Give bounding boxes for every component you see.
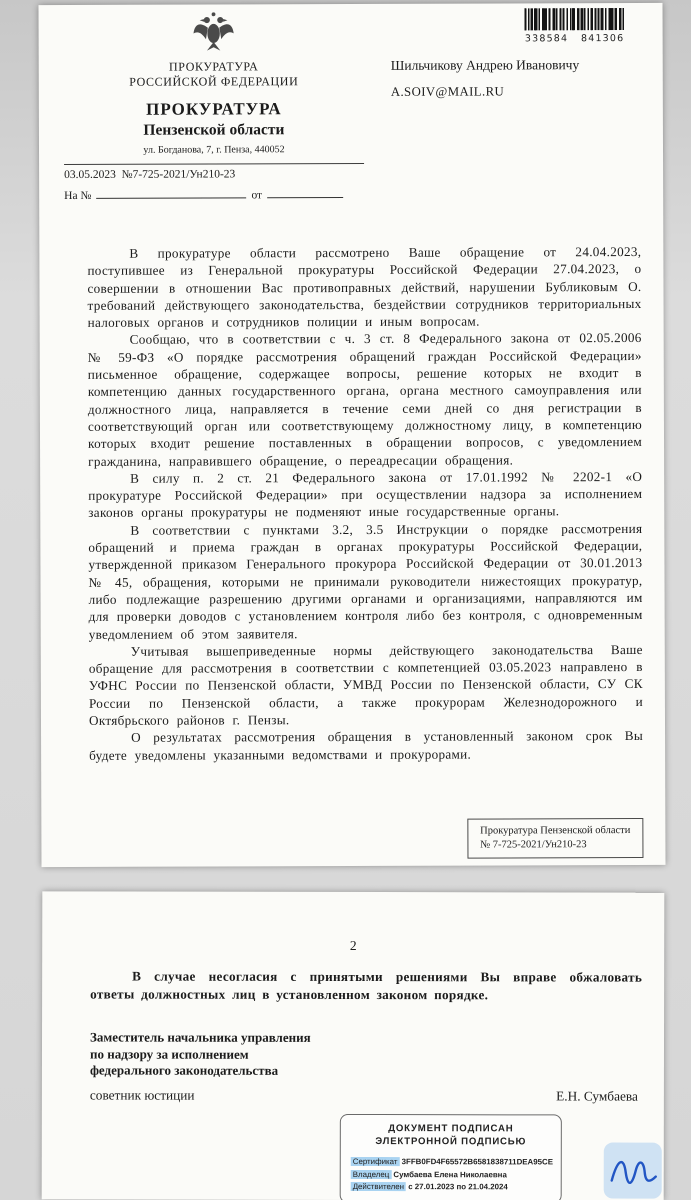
ref-blank-number — [96, 187, 246, 199]
barcode-block — [525, 8, 625, 44]
signer-title-line1: Заместитель начальника управления — [90, 1029, 311, 1045]
coat-of-arms-icon — [192, 10, 236, 54]
letter-body — [87, 243, 643, 764]
esign-title-line1: ДОКУМЕНТ ПОДПИСАН — [388, 1123, 514, 1135]
barcode-number: 338584 841306 — [524, 33, 625, 45]
signer-title-block — [90, 1029, 311, 1079]
signer-title-line3: федерального законодательства — [89, 1062, 279, 1078]
reference-line — [64, 187, 364, 202]
signer-title-line2: по надзору за исполнением — [89, 1045, 249, 1062]
esign-owner-value: Сумбаева Елена Николаевна — [393, 1169, 507, 1179]
ref-from-label: от — [251, 189, 263, 202]
esign-validity-label: Действителен — [352, 1181, 405, 1192]
addressee-name: Шильчикову Андрею Ивановичу — [390, 57, 580, 73]
esign-validity-value: с 27.01.2023 по 21.04.2024 — [408, 1182, 508, 1192]
esign-title — [351, 1122, 551, 1148]
letter-body-continued — [90, 967, 642, 1003]
stamp-org-line: Прокуратура Пензенской области — [480, 825, 631, 837]
org-name-federal-line2: РОССИЙСКОЙ ФЕДЕРАЦИИ — [129, 74, 299, 89]
ref-label: На № — [64, 189, 92, 203]
electronic-signature-stamp — [340, 1114, 562, 1200]
org-address: ул. Богданова, 7, г. Пенза, 440052 — [143, 144, 285, 156]
stamp-number-line: № 7-725-2021/Ун210-23 — [480, 839, 587, 851]
letterhead-divider — [64, 163, 364, 165]
org-name-federal-line1: ПРОКУРАТУРА — [168, 59, 259, 74]
paragraph-7: В случае несогласия с принятыми решениями Вы вправе обжаловать ответы должностных лиц в установленном законом порядке. — [90, 968, 643, 1002]
esign-validity-row — [351, 1181, 551, 1194]
document-page-2 — [42, 891, 665, 1200]
esign-certificate-value: 3FFB0FD4F65572B6581838711DEA95CE — [401, 1157, 553, 1167]
org-name-regional-line1: ПРОКУРАТУРА — [146, 99, 282, 119]
page-number: 2 — [349, 937, 357, 954]
signature-row — [90, 1087, 638, 1104]
ref-blank-date — [267, 187, 343, 198]
paragraph-2: Сообщаю, что в соответствии с ч. 3 ст. 8 Федерального закона от 02.05.2006 № 59-ФЗ «О порядке рассмотрения обращений граждан Российской Федерации» письменное обращение, содержащее вопросы, решение которых не входит в компетенцию данных государственного органа, органа местного самоуправления или должностного лица, направляется в течение семи дней со дня регистрации в соответствующий орган или соответствующему должностному лицу, в компетенцию которых входит решение поставленных в обращении вопросов, с уведомлением гражданина, направившего обращение, о переадресации обращения. — [87, 330, 643, 469]
esign-certificate-row — [351, 1156, 551, 1169]
registration-stamp — [467, 818, 643, 859]
paragraph-1: В прокуратуре области рассмотрено Ваше обращение от 24.04.2023, поступившее из Генеральной прокуратуры Российской Федерации 27.04.2023, о совершении в отношении Вас противоправных действий, нарушении Бубликовым О. требований действующего законодательства, бездействии сотрудников территориальных налоговых органов и сотрудников полиции и иным вопросам. — [87, 243, 642, 331]
addressee-email: A.SOIV@MAIL.RU — [390, 84, 505, 99]
letterhead — [64, 10, 365, 202]
esign-owner-row — [351, 1168, 551, 1181]
esign-owner-label: Владелец — [352, 1169, 390, 1179]
esign-title-line2: ЭЛЕКТРОННОЙ ПОДПИСЬЮ — [375, 1136, 527, 1148]
barcode-icon — [525, 8, 625, 30]
paragraph-5: Учитывая вышеприведенные нормы действующего законодательства Ваше обращение для рассмотрения в соответствии с компетенцией 03.05.2023 направлено в УФНС России по Пензенской области, УМВД России по Пензенской области, СУ СК России по Пензенской области, а также прокурорам Железнодорожного и Октябрьского районов г. Пензы. — [88, 641, 643, 728]
esign-certificate-label: Сертификат — [352, 1156, 398, 1167]
addressee-block — [391, 51, 580, 106]
outgoing-number-line: 03.05.2023 №7-725-2021/Ун210-23 — [64, 168, 236, 182]
paragraph-3: В силу п. 2 ст. 21 Федерального закона от 17.01.1992 № 2202-1 «О прокуратуре Российской Федерации» при осуществлении надзора за исполнением законов органы прокуратуры не подменяют иные государственные органы. — [88, 468, 643, 521]
signer-name: Е.Н. Сумбаева — [556, 1088, 638, 1104]
paragraph-6: О результатах рассмотрения обращения в установленный законом срок Вы будете уведомлены указанными ведомствами и прокурорами. — [89, 728, 644, 763]
document-page-1 — [38, 3, 665, 867]
signer-rank: советник юстиции — [89, 1087, 195, 1103]
org-name-regional-line2: Пензенской области — [143, 121, 285, 139]
esign-details — [351, 1156, 551, 1194]
handwritten-signature — [604, 1143, 662, 1199]
paragraph-4: В соответствии с пунктами 3.2, 3.5 Инструкции о порядке рассмотрения обращений и приема граждан в органах прокуратуры Российской Федерации, утвержденной приказом Генерального прокурора Российской Федерации от 30.01.2013 № 45, обращения, которыми не принимали руководители нижестоящих прокуратур, либо подлежащие разрешению другими органами и организациями, направляются им для проверки доводов с установлением контроля либо без контроля, с одновременным уведомлением об этом заявителя. — [88, 520, 643, 642]
